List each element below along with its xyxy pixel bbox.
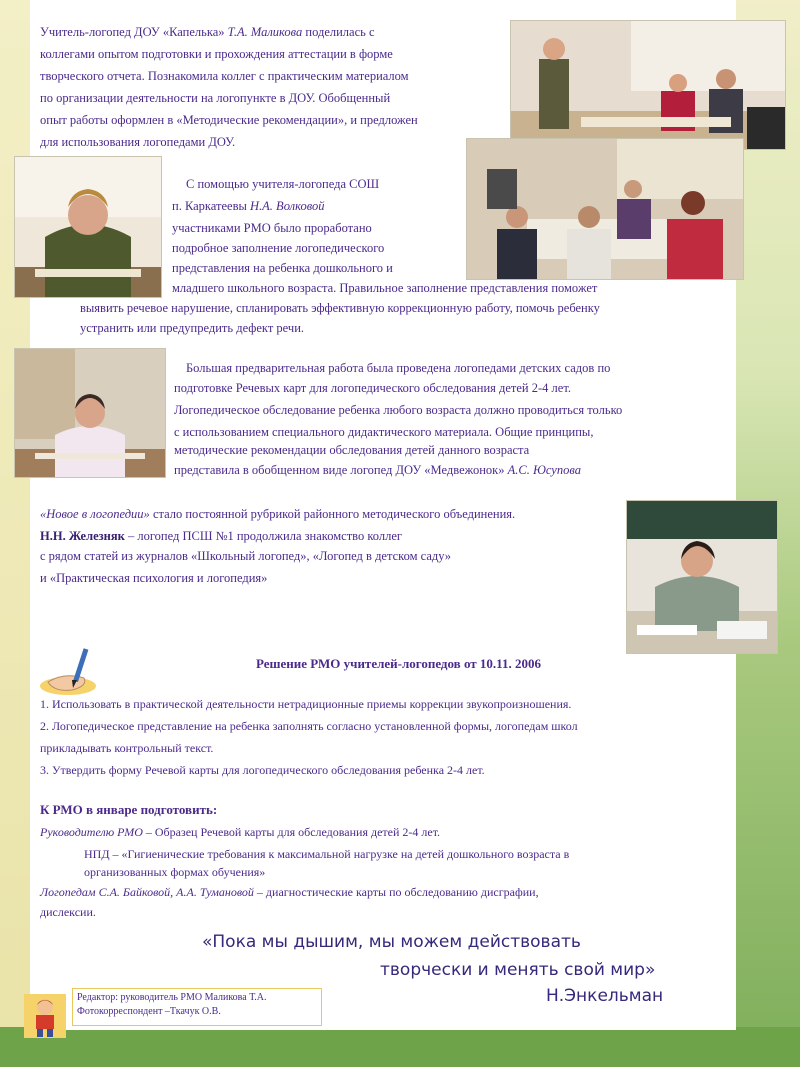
photo-desk-woman xyxy=(14,348,166,478)
name-volkova: Н.А. Волковой xyxy=(250,199,325,213)
p1-text: поделилась с xyxy=(302,25,375,39)
credits-photo: Фотокорреспондент –Ткачук О.В. xyxy=(77,1006,221,1017)
role-logopeds: Логопедам С.А. Байковой, А.А. Тумановой xyxy=(40,885,254,899)
p4-line-4: и «Практическая психология и логопедия» xyxy=(40,571,268,585)
p3-line-3: Логопедическое обследование ребенка любого возраста должно проводиться только xyxy=(174,403,623,417)
p4-text: стало постоянной рубрикой районного методического объединения. xyxy=(149,507,516,521)
p4-line-1 xyxy=(40,504,515,524)
name-zheleznyak: Н.Н. Железняк xyxy=(40,529,125,543)
decision-item-2b: прикладывать контрольный текст. xyxy=(40,741,214,755)
decision-item-1: 1. Использовать в практической деятельности нетрадиционные приемы коррекции звукопроизношения. xyxy=(40,697,572,711)
quote-author: Н.Энкельман xyxy=(546,986,664,1006)
p4-line-3: с рядом статей из журналов «Школьный логопед», «Логопед в детском саду» xyxy=(40,549,452,563)
prepare-line-1 xyxy=(40,822,440,842)
decision-item-3: 3. Утвердить форму Речевой карты для логопедического обследования ребенка 2-4 лет. xyxy=(40,763,485,777)
quote-line-2: творчески и менять свой мир» xyxy=(380,960,656,980)
prepare-line-4: дислексии. xyxy=(40,905,96,919)
p4-line-2 xyxy=(40,526,402,546)
p2-text: п. Каркатеевы xyxy=(172,199,251,213)
p3-line-1: Большая предварительная работа была проведена логопедами детских садов по xyxy=(186,361,611,375)
rubric-title: «Новое в логопедии» xyxy=(40,507,150,521)
bottom-background-strip xyxy=(0,1027,800,1067)
p1-line-1 xyxy=(40,22,375,42)
photo-volkova xyxy=(14,156,162,298)
name-yusupova: А.С. Юсупова xyxy=(507,463,581,477)
credits-box xyxy=(72,988,322,1026)
prepare-text: – диагностические карты по обследованию дисграфии, xyxy=(253,885,539,899)
p3-line-4: с использованием специального дидактического материала. Общие принципы, xyxy=(174,425,594,439)
p1-line-5: опыт работы оформлен в «Методические рекомендации», и предложен xyxy=(40,113,418,127)
p2-line-8: устранить или предупредить дефект речи. xyxy=(80,321,305,335)
decision-item-2: 2. Логопедическое представление на ребенка заполнять согласно установленной формы, логопедам школ xyxy=(40,719,578,733)
quote-line-1: «Пока мы дышим, мы можем действовать xyxy=(202,932,581,952)
credits-editor: Редактор: руководитель РМО Маликова Т.А. xyxy=(77,992,267,1003)
p3-text: представила в обобщенном виде логопед ДОУ «Медвежонок» xyxy=(174,463,508,477)
boy-illustration xyxy=(24,994,66,1038)
p1-line-4: по организации деятельности на логопункте в ДОУ. Обобщенный xyxy=(40,91,391,105)
p1-line-2: коллегами опытом подготовки и прохождения аттестации в форме xyxy=(40,47,393,61)
p2-line-1: С помощью учителя-логопеда СОШ xyxy=(186,177,380,191)
prepare-line-2b: организованных формах обучения» xyxy=(84,865,266,879)
role-head: Руководителю РМО xyxy=(40,825,143,839)
prepare-title: К РМО в январе подготовить: xyxy=(40,802,218,817)
photo-group-table xyxy=(466,138,744,280)
p2-line-7: выявить речевое нарушение, спланировать эффективную коррекционную работу, помочь ребенку xyxy=(80,301,600,315)
p1-text: Учитель-логопед ДОУ «Капелька» xyxy=(40,25,228,39)
p1-line-6: для использования логопедами ДОУ. xyxy=(40,135,236,149)
photo-zheleznyak xyxy=(626,500,778,654)
p2-line-2 xyxy=(172,196,324,216)
p2-line-6: младшего школьного возраста. Правильное заполнение представления поможет xyxy=(172,281,598,295)
pen-hand-illustration xyxy=(38,646,102,698)
prepare-text: – Образец Речевой карты для обследования детей 2-4 лет. xyxy=(142,825,441,839)
photo-meeting-standing xyxy=(510,20,786,150)
p4-text: – логопед ПСШ №1 продолжила знакомство коллег xyxy=(124,529,403,543)
p2-line-3: участниками РМО было проработано xyxy=(172,221,372,235)
prepare-line-2a: НПД – «Гигиенические требования к максимальной нагрузке на детей дошкольного возраста в xyxy=(84,847,570,861)
p2-line-5: представления на ребенка дошкольного и xyxy=(172,261,393,275)
prepare-line-3 xyxy=(40,882,539,902)
p3-line-5: методические рекомендации обследования детей данного возраста xyxy=(174,443,530,457)
p3-line-2: подготовке Речевых карт для логопедического обследования детей 2-4 лет. xyxy=(174,381,571,395)
p1-line-3: творческого отчета. Познакомила коллег с практическим материалом xyxy=(40,69,409,83)
p2-line-4: подробное заполнение логопедического xyxy=(172,241,385,255)
decision-title: Решение РМО учителей-логопедов от 10.11. 2006 xyxy=(256,656,541,671)
p3-line-6 xyxy=(174,460,581,480)
name-malikova: Т.А. Маликова xyxy=(227,25,303,39)
